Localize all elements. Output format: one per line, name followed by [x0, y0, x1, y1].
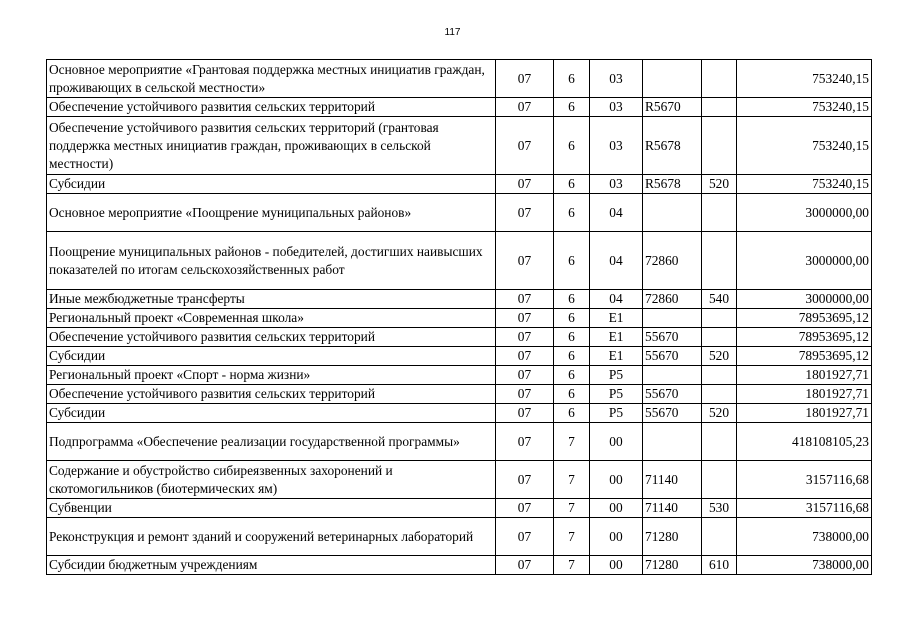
row-amount: 738000,00 [737, 556, 872, 575]
row-name: Иные межбюджетные трансферты [47, 290, 496, 309]
row-target-code: 55670 [643, 347, 702, 366]
row-col-2: 7 [554, 461, 590, 499]
row-col-3: E1 [590, 347, 643, 366]
table-row [47, 556, 872, 575]
row-col-2: 6 [554, 117, 590, 175]
row-expense-type [702, 232, 737, 290]
row-col-1: 07 [496, 366, 554, 385]
row-col-1: 07 [496, 60, 554, 98]
row-amount: 3157116,68 [737, 461, 872, 499]
row-col-2: 7 [554, 556, 590, 575]
row-col-1: 07 [496, 347, 554, 366]
row-col-3: 00 [590, 556, 643, 575]
row-name: Подпрограмма «Обеспечение реализации государственной программы» [47, 423, 496, 461]
row-amount: 78953695,12 [737, 347, 872, 366]
table-row [47, 385, 872, 404]
row-col-1: 07 [496, 499, 554, 518]
row-col-3: P5 [590, 366, 643, 385]
row-name: Содержание и обустройство сибиреязвенных захоронений и скотомогильников (биотермических ям) [47, 461, 496, 499]
row-name: Субвенции [47, 499, 496, 518]
row-col-2: 7 [554, 499, 590, 518]
row-col-3: 00 [590, 518, 643, 556]
table-row [47, 60, 872, 98]
table-row [47, 423, 872, 461]
row-amount: 738000,00 [737, 518, 872, 556]
row-target-code [643, 366, 702, 385]
row-col-2: 6 [554, 366, 590, 385]
row-col-1: 07 [496, 328, 554, 347]
row-name: Субсидии [47, 347, 496, 366]
row-target-code: 55670 [643, 328, 702, 347]
row-amount: 753240,15 [737, 175, 872, 194]
row-expense-type: 520 [702, 404, 737, 423]
budget-table-body [47, 60, 872, 575]
row-col-1: 07 [496, 232, 554, 290]
row-amount: 753240,15 [737, 117, 872, 175]
row-col-1: 07 [496, 98, 554, 117]
row-target-code: 55670 [643, 404, 702, 423]
row-amount: 418108105,23 [737, 423, 872, 461]
table-row [47, 309, 872, 328]
row-expense-type: 520 [702, 175, 737, 194]
row-name: Обеспечение устойчивого развития сельских территорий (грантовая поддержка местных инициатив граждан, проживающих в сельской местности) [47, 117, 496, 175]
row-expense-type [702, 518, 737, 556]
row-amount: 1801927,71 [737, 404, 872, 423]
row-expense-type [702, 461, 737, 499]
row-col-3: 00 [590, 499, 643, 518]
budget-table [46, 59, 872, 575]
row-name: Региональный проект «Спорт - норма жизни» [47, 366, 496, 385]
row-target-code [643, 194, 702, 232]
row-col-3: 04 [590, 290, 643, 309]
row-col-3: 04 [590, 194, 643, 232]
row-name: Субсидии [47, 175, 496, 194]
row-col-2: 6 [554, 290, 590, 309]
row-col-3: P5 [590, 385, 643, 404]
row-target-code [643, 423, 702, 461]
table-row [47, 290, 872, 309]
table-row [47, 518, 872, 556]
row-col-2: 6 [554, 194, 590, 232]
table-row [47, 175, 872, 194]
row-name: Обеспечение устойчивого развития сельских территорий [47, 98, 496, 117]
row-name: Реконструкция и ремонт зданий и сооружений ветеринарных лабораторий [47, 518, 496, 556]
row-expense-type [702, 98, 737, 117]
row-amount: 1801927,71 [737, 385, 872, 404]
row-amount: 3000000,00 [737, 290, 872, 309]
row-col-1: 07 [496, 290, 554, 309]
row-expense-type [702, 194, 737, 232]
row-col-3: 00 [590, 423, 643, 461]
row-target-code: 71140 [643, 499, 702, 518]
row-target-code: 72860 [643, 232, 702, 290]
row-expense-type: 610 [702, 556, 737, 575]
row-col-2: 7 [554, 518, 590, 556]
row-target-code: 72860 [643, 290, 702, 309]
table-row [47, 232, 872, 290]
table-row [47, 404, 872, 423]
row-col-3: E1 [590, 309, 643, 328]
table-row [47, 98, 872, 117]
table-row [47, 499, 872, 518]
row-col-2: 6 [554, 385, 590, 404]
row-col-2: 6 [554, 328, 590, 347]
row-col-2: 6 [554, 232, 590, 290]
row-amount: 753240,15 [737, 98, 872, 117]
row-target-code: 71280 [643, 556, 702, 575]
row-target-code: 55670 [643, 385, 702, 404]
row-name: Субсидии [47, 404, 496, 423]
page-number: 117 [444, 27, 461, 38]
row-amount: 3157116,68 [737, 499, 872, 518]
row-col-1: 07 [496, 385, 554, 404]
row-expense-type: 540 [702, 290, 737, 309]
row-name: Основное мероприятие «Поощрение муниципальных районов» [47, 194, 496, 232]
table-row [47, 117, 872, 175]
row-amount: 78953695,12 [737, 309, 872, 328]
row-expense-type [702, 117, 737, 175]
row-col-3: E1 [590, 328, 643, 347]
row-target-code [643, 60, 702, 98]
row-col-3: 03 [590, 98, 643, 117]
row-col-1: 07 [496, 309, 554, 328]
row-col-1: 07 [496, 556, 554, 575]
row-expense-type: 530 [702, 499, 737, 518]
table-row [47, 461, 872, 499]
row-col-1: 07 [496, 518, 554, 556]
row-col-3: 03 [590, 175, 643, 194]
row-name: Обеспечение устойчивого развития сельских территорий [47, 385, 496, 404]
table-row [47, 194, 872, 232]
row-col-1: 07 [496, 175, 554, 194]
row-name: Поощрение муниципальных районов - победителей, достигших наивысших показателей по итогам сельскохозяйственных работ [47, 232, 496, 290]
row-col-3: 00 [590, 461, 643, 499]
row-col-2: 6 [554, 404, 590, 423]
row-col-2: 6 [554, 60, 590, 98]
row-name: Основное мероприятие «Грантовая поддержка местных инициатив граждан, проживающих в сельской местности» [47, 60, 496, 98]
row-name: Субсидии бюджетным учреждениям [47, 556, 496, 575]
row-amount: 3000000,00 [737, 232, 872, 290]
row-target-code: R5670 [643, 98, 702, 117]
row-name: Обеспечение устойчивого развития сельских территорий [47, 328, 496, 347]
row-col-2: 6 [554, 175, 590, 194]
row-target-code: 71140 [643, 461, 702, 499]
row-target-code: 71280 [643, 518, 702, 556]
row-col-2: 7 [554, 423, 590, 461]
row-expense-type [702, 309, 737, 328]
row-col-1: 07 [496, 423, 554, 461]
table-row [47, 328, 872, 347]
row-col-2: 6 [554, 309, 590, 328]
row-col-2: 6 [554, 347, 590, 366]
table-row [47, 347, 872, 366]
table-row [47, 366, 872, 385]
row-col-2: 6 [554, 98, 590, 117]
row-target-code: R5678 [643, 175, 702, 194]
row-col-1: 07 [496, 461, 554, 499]
row-amount: 753240,15 [737, 60, 872, 98]
row-name: Региональный проект «Современная школа» [47, 309, 496, 328]
row-expense-type [702, 385, 737, 404]
row-target-code [643, 309, 702, 328]
row-expense-type [702, 423, 737, 461]
row-col-3: P5 [590, 404, 643, 423]
row-col-1: 07 [496, 404, 554, 423]
row-expense-type [702, 366, 737, 385]
row-amount: 1801927,71 [737, 366, 872, 385]
row-expense-type [702, 60, 737, 98]
row-expense-type [702, 328, 737, 347]
row-amount: 78953695,12 [737, 328, 872, 347]
row-target-code: R5678 [643, 117, 702, 175]
row-col-3: 03 [590, 60, 643, 98]
row-col-3: 03 [590, 117, 643, 175]
row-expense-type: 520 [702, 347, 737, 366]
row-col-1: 07 [496, 117, 554, 175]
row-col-1: 07 [496, 194, 554, 232]
row-amount: 3000000,00 [737, 194, 872, 232]
row-col-3: 04 [590, 232, 643, 290]
